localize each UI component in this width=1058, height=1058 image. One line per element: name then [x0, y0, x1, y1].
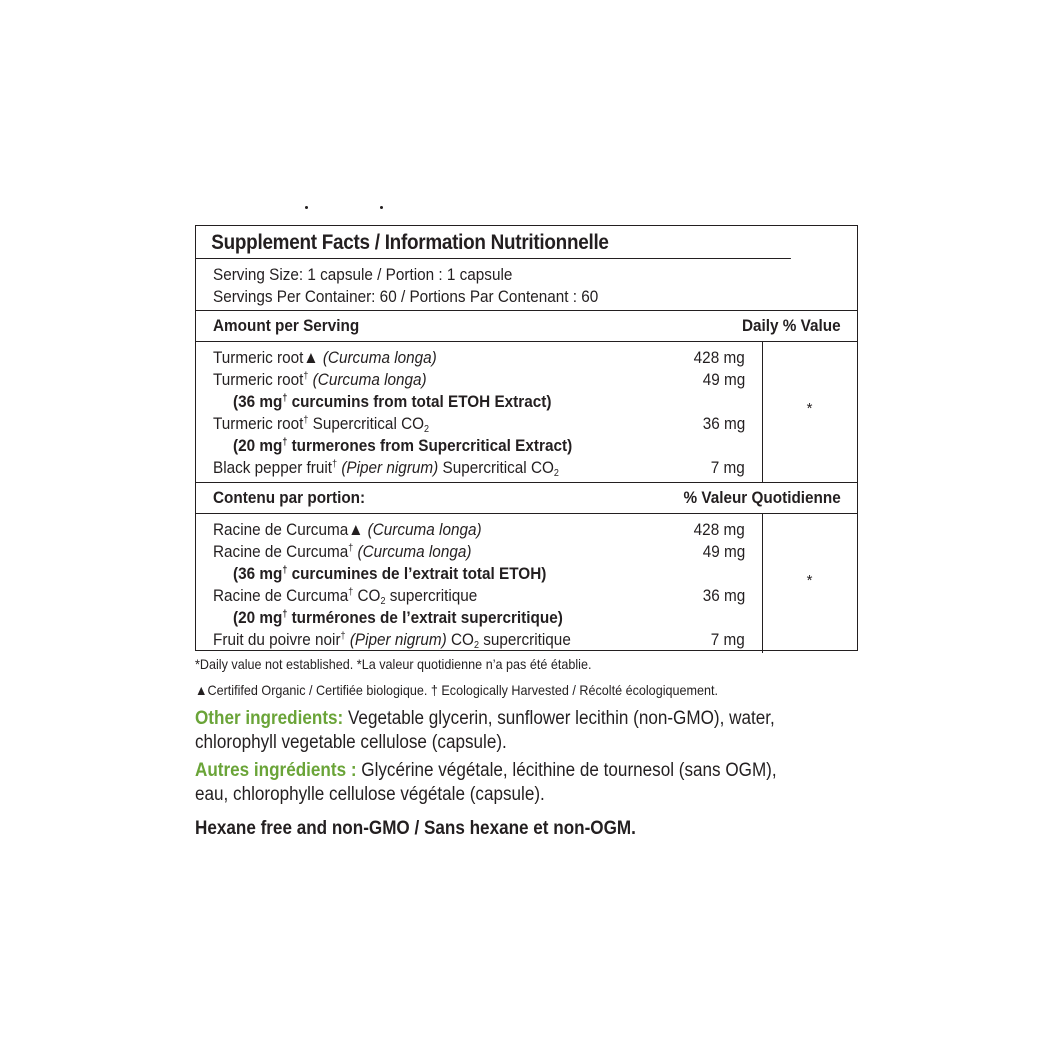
- ingredient-amount: 49 mg: [702, 542, 745, 561]
- extract-description: curcumines de l’extrait total ETOH): [287, 564, 547, 583]
- ingredient-amount: 428 mg: [693, 520, 745, 539]
- ingredient-name: [213, 457, 559, 479]
- subscript: 2: [473, 640, 479, 651]
- ingredient-row: [213, 391, 857, 413]
- ingredient-row: [213, 457, 857, 479]
- other-ingredients-line1: [195, 707, 775, 730]
- other-ingredients-text: Vegetable glycerin, sunflower lecithin (non-GMO), water,: [343, 708, 775, 729]
- extract-amount: (20 mg: [233, 436, 283, 455]
- harvested-mark: †: [282, 437, 288, 448]
- latin-name: (Piper nigrum): [349, 630, 447, 649]
- harvested-mark: †: [282, 393, 288, 404]
- other-ingredients-line2: chlorophyll vegetable cellulose (capsule).: [195, 732, 507, 753]
- french-ingredients: [196, 514, 857, 653]
- ingredient-name: [213, 585, 477, 607]
- ingredient-extraction: Supercritical CO: [438, 458, 554, 477]
- ingredient-common-name: Racine de Curcuma: [213, 520, 349, 539]
- daily-value-label: Daily % Value: [742, 316, 841, 335]
- ingredient-row: [213, 585, 857, 607]
- extract-amount: (20 mg: [233, 608, 283, 627]
- english-header: [196, 311, 857, 342]
- harvested-mark: †: [282, 609, 288, 620]
- ingredient-row: [213, 347, 857, 369]
- panel-title: Supplement Facts / Information Nutritionnelle: [196, 226, 791, 259]
- ingredient-extraction-suffix: supercritique: [385, 586, 478, 605]
- servings-per-container: Servings Per Container: 60 / Portions Par Contenant : 60: [213, 287, 599, 306]
- organic-mark: ▲: [348, 520, 364, 539]
- ingredient-row: [213, 435, 857, 457]
- ingredient-amount: 36 mg: [702, 586, 745, 605]
- ingredient-common-name: Black pepper fruit: [213, 458, 333, 477]
- stray-marks: [0, 206, 1058, 220]
- latin-name: (Curcuma longa): [322, 348, 437, 367]
- extract-description: curcumins from total ETOH Extract): [287, 392, 552, 411]
- latin-name: (Curcuma longa): [367, 520, 482, 539]
- autres-ingredients-label: Autres ingrédients :: [195, 760, 357, 781]
- ingredient-common-name: Racine de Curcuma: [213, 586, 349, 605]
- extract-detail: [233, 435, 572, 457]
- serving-info: [196, 259, 857, 311]
- subscript: 2: [424, 424, 430, 435]
- contenu-par-portion-label: Contenu par portion:: [213, 488, 366, 507]
- extract-detail: [233, 563, 546, 585]
- amount-per-serving-label: Amount per Serving: [213, 316, 360, 335]
- ingredient-row: [213, 369, 857, 391]
- ingredient-extraction-suffix: supercritique: [478, 630, 571, 649]
- harvested-mark: †: [348, 587, 354, 598]
- extract-amount: (36 mg: [233, 564, 283, 583]
- latin-name: (Piper nigrum): [341, 458, 439, 477]
- extract-description: turmérones de l’extrait supercritique): [287, 608, 563, 627]
- daily-value-asterisk: *: [806, 572, 813, 589]
- harvested-mark: †: [303, 371, 309, 382]
- french-header: [196, 483, 857, 514]
- organic-mark: ▲: [303, 348, 319, 367]
- ingredient-amount: 49 mg: [702, 370, 745, 389]
- subscript: 2: [380, 596, 386, 607]
- latin-name: (Curcuma longa): [312, 370, 427, 389]
- harvested-mark: †: [282, 565, 288, 576]
- harvested-mark: †: [340, 631, 346, 642]
- ingredient-name: [213, 541, 471, 563]
- ingredient-row: [213, 541, 857, 563]
- ingredient-common-name: Fruit du poivre noir: [213, 630, 341, 649]
- ingredient-amount: 36 mg: [702, 414, 745, 433]
- supplement-facts-panel: [195, 225, 858, 651]
- ingredient-common-name: Turmeric root: [213, 370, 304, 389]
- ingredient-name: [213, 629, 571, 651]
- french-rows: [213, 519, 857, 651]
- extract-amount: (36 mg: [233, 392, 283, 411]
- ingredient-amount: 7 mg: [710, 458, 745, 477]
- ingredient-name: [213, 413, 429, 435]
- autres-ingredients-line1: [195, 759, 777, 782]
- ingredient-row: [213, 563, 857, 585]
- ingredient-name: [213, 369, 427, 391]
- ingredient-extraction: CO: [446, 630, 474, 649]
- ingredient-row: [213, 413, 857, 435]
- ingredient-amount: 428 mg: [693, 348, 745, 367]
- latin-name: (Curcuma longa): [357, 542, 472, 561]
- extract-detail: [233, 391, 551, 413]
- ingredient-common-name: Racine de Curcuma: [213, 542, 349, 561]
- english-rows: [213, 347, 857, 479]
- ingredient-common-name: Turmeric root: [213, 348, 304, 367]
- english-ingredients: [196, 342, 857, 483]
- daily-value-asterisk: *: [806, 400, 813, 417]
- harvested-mark: †: [348, 543, 354, 554]
- serving-size: Serving Size: 1 capsule / Portion : 1 capsule: [213, 265, 513, 284]
- footnote-legend: ▲Certififed Organic / Certifiée biologique. † Ecologically Harvested / Récolté écologiquement.: [195, 682, 719, 698]
- hexane-free-claim: Hexane free and non-GMO / Sans hexane et non-OGM.: [195, 818, 636, 839]
- ingredient-row: [213, 519, 857, 541]
- stray-dot: [380, 206, 383, 209]
- footnote-daily-value: *Daily value not established. *La valeur quotidienne n’a pas été établie.: [195, 656, 592, 672]
- autres-ingredients-line2: eau, chlorophylle cellulose végétale (capsule).: [195, 784, 545, 805]
- ingredient-extraction: Supercritical CO: [308, 414, 425, 433]
- ingredient-name: [213, 519, 482, 541]
- stray-dot: [305, 206, 308, 209]
- ingredient-row: [213, 607, 857, 629]
- harvested-mark: †: [303, 415, 309, 426]
- ingredient-name: [213, 347, 437, 369]
- ingredient-row: [213, 629, 857, 651]
- other-ingredients-label: Other ingredients:: [195, 708, 344, 729]
- extract-detail: [233, 607, 563, 629]
- ingredient-common-name: Turmeric root: [213, 414, 304, 433]
- extract-description: turmerones from Supercritical Extract): [287, 436, 573, 455]
- ingredient-extraction: CO: [353, 586, 381, 605]
- ingredient-amount: 7 mg: [710, 630, 745, 649]
- autres-ingredients-text: Glycérine végétale, lécithine de tournesol (sans OGM),: [356, 760, 777, 781]
- valeur-quotidienne-label: % Valeur Quotidienne: [683, 488, 841, 507]
- subscript: 2: [553, 468, 559, 479]
- harvested-mark: †: [332, 459, 338, 470]
